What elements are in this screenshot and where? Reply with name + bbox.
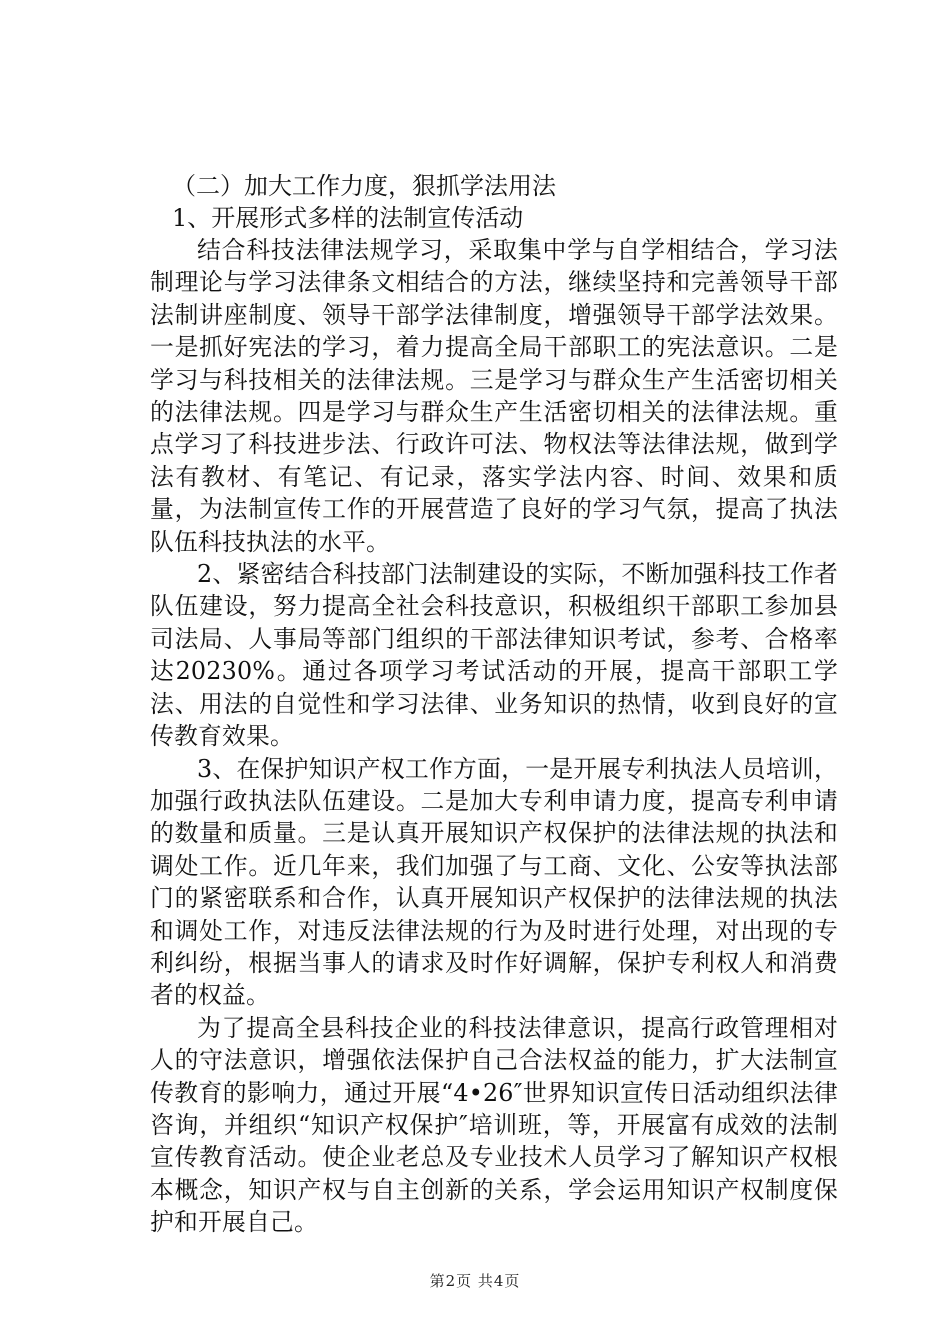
paragraph-ip-protection: 3、在保护知识产权工作方面，一是开展专利执法人员培训，加强行政执法队伍建设。二是加大专利申请力度，提高专利申请的数量和质量。三是认真开展知识产权保护的法律法规的执法和调处工作。近几年来，我们加强了与工商、文化、公安等执法部门的紧密联系和合作，认真开展知识产权保护的法律法规的执法和调处工作，对违反法律法规的行为及时进行处理，对出现的专利纠纷，根据当事人的请求及时作好调解，保护专利权人和消费者的权益。 [150, 754, 838, 1010]
page-number-footer: 第2页 共4页 [429, 1272, 521, 1290]
paragraph-legal-awareness: 为了提高全县科技企业的科技法律意识，提高行政管理相对人的守法意识，增强依法保护自己合法权益的能力，扩大法制宣传教育的影响力，通过开展“4•26″世界知识宣传日活动组织法律咨询，并组织“知识产权保护″培训班，等，开展富有成效的法制宣传教育活动。使企业老总及专业技术人员学习了解知识产权根本概念，知识产权与自主创新的关系，学会运用知识产权制度保护和开展自己。 [150, 1013, 838, 1237]
paragraph-team-building: 2、紧密结合科技部门法制建设的实际，不断加强科技工作者队伍建设，努力提高全社会科技意识，积极组织干部职工参加县司法局、人事局等部门组织的干部法律知识考试，参考、合格率达20230%。通过各项学习考试活动的开展，提高干部职工学法、用法的自觉性和学习法律、业务知识的热情，收到良好的宣传教育效果。 [150, 560, 838, 751]
section-heading: （二）加大工作力度，狠抓学法用法 [172, 172, 556, 200]
document-body [150, 170, 838, 1239]
paragraph-study-methods: 结合科技法律法规学习，采取集中学与自学相结合，学习法制理论与学习法律条文相结合的方法，继续坚持和完善领导干部法制讲座制度、领导干部学法律制度，增强领导干部学法效果。一是抓好宪法的学习，着力提高全局干部职工的宪法意识。二是学习与科技相关的法律法规。三是学习与群众生产生活密切相关的法律法规。四是学习与群众生产生活密切相关的法律法规。重点学习了科技进步法、行政许可法、物权法等法律法规，做到学法有教材、有笔记、有记录，落实学法内容、时间、效果和质量，为法制宣传工作的开展营造了良好的学习气氛，提高了执法队伍科技执法的水平。 [150, 236, 838, 556]
sub-heading: 1、开展形式多样的法制宣传活动 [172, 204, 524, 232]
